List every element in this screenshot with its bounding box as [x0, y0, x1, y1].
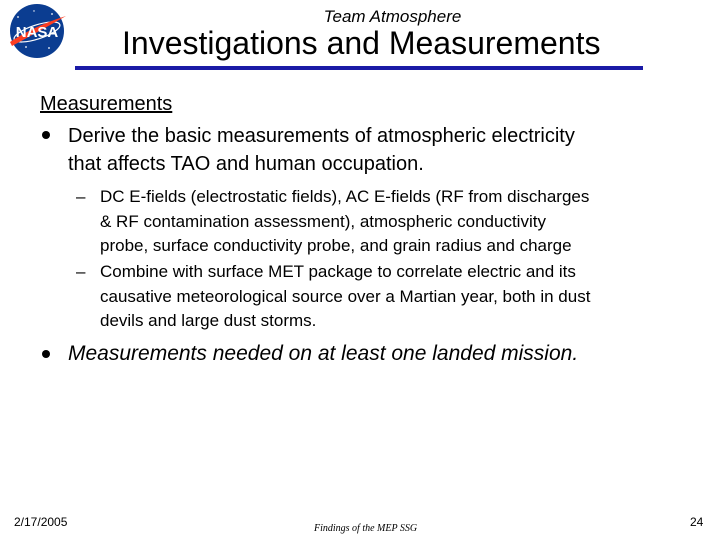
subbullet-1-line-3: probe, surface conductivity probe, and grain radius and charge [100, 236, 572, 255]
bullet-icon [42, 131, 50, 139]
bullet-icon [42, 350, 50, 358]
subbullet-1-line-2: & RF contamination assessment), atmospheric conductivity [100, 211, 546, 231]
bullet-1-line-1: Derive the basic measurements of atmospheric electricity [68, 125, 575, 147]
page-title: Investigations and Measurements [122, 25, 601, 61]
subbullet-1-line-1: DC E-fields (electrostatic fields), AC E-fields (RF from discharges [100, 187, 590, 206]
bullet-text-1 [68, 122, 708, 178]
section-heading: Measurements [40, 93, 173, 115]
subbullet-2-line-3: devils and large dust storms. [100, 311, 317, 330]
footer-date: 2/17/2005 [14, 515, 68, 529]
title-underline [75, 66, 643, 70]
bullet-1-line-2: that affects TAO and human occupation. [68, 153, 424, 175]
nasa-logo-text: NASA [15, 24, 59, 41]
footer-source: Findings of the MEP SSG [314, 523, 418, 534]
subbullet-2 [100, 260, 590, 334]
subbullet-1 [100, 185, 589, 259]
subbullet-2-line-2: causative meteorological source over a Martian year, both in dust [100, 286, 591, 306]
page-number: 24 [690, 515, 704, 529]
subbullet-2-line-1: Combine with surface MET package to correlate electric and its [100, 262, 576, 281]
bullet-text-2: Measurements needed on at least one landed mission. [68, 342, 579, 365]
dash-icon: – [76, 262, 86, 281]
dash-icon: – [76, 187, 86, 206]
team-label: Team Atmosphere [323, 7, 462, 26]
